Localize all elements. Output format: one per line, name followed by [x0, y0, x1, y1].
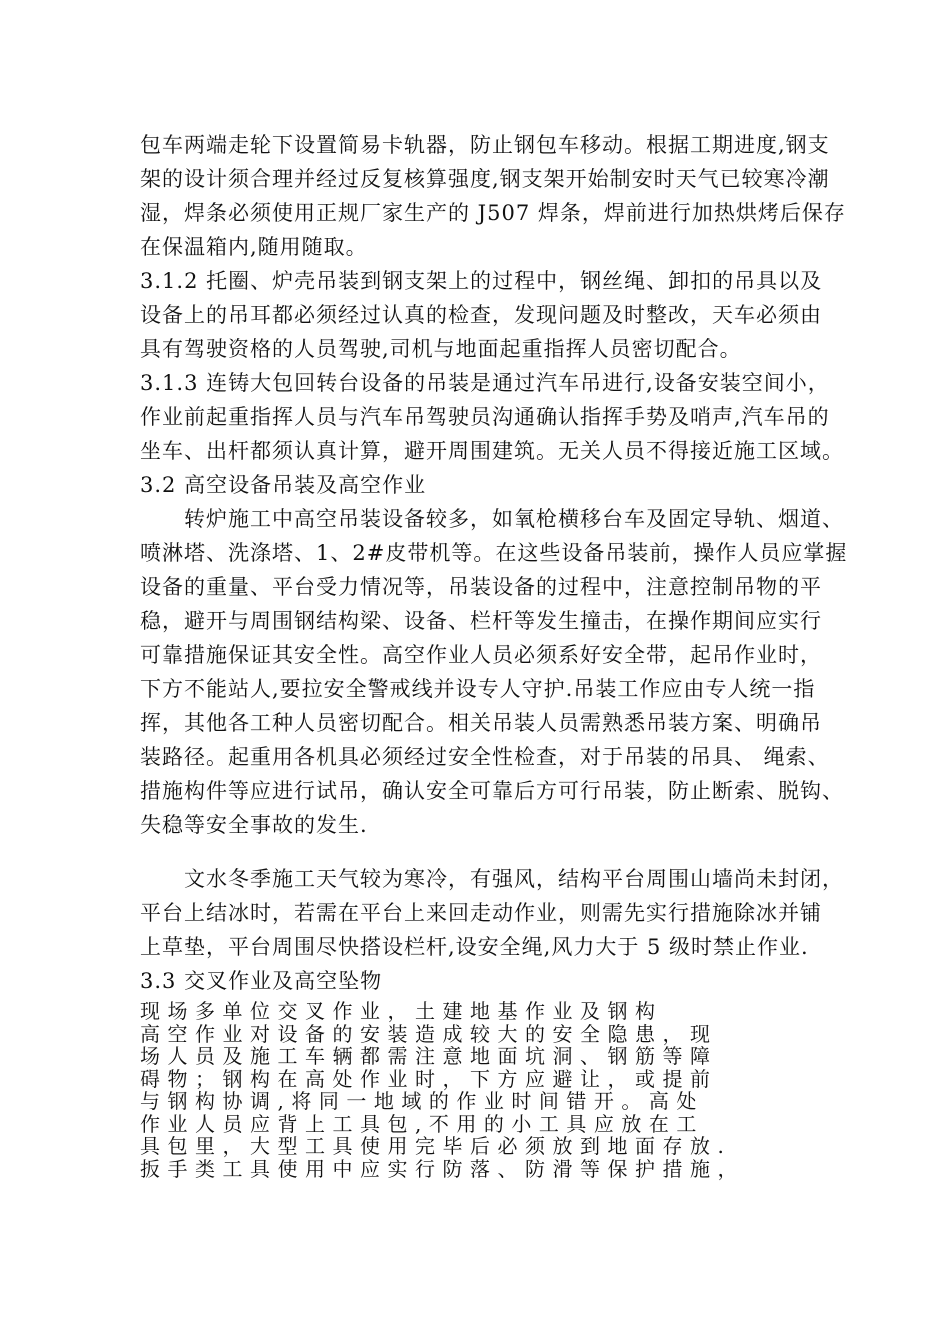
text-line: 具包里，大型工具使用完毕后必须放到地面存放.: [140, 1134, 732, 1158]
text-line: 装路径。起重用各机具必须经过安全性检查，对于吊装的吊具、 绳索、: [140, 745, 830, 769]
text-line: 在保温箱内,随用随取。: [140, 235, 368, 259]
paragraph-steel-support: [140, 128, 860, 264]
text-line: 下方不能站人,要拉安全警戒线并设专人守护.吊装工作应由专人统一指: [140, 677, 816, 701]
text-line: 与钢构协调,将同一地域的作业时间错开。高处: [140, 1089, 704, 1113]
text-line: 文水冬季施工天气较为寒冷，有强风，结构平台周围山墙尚未封闭，: [184, 867, 844, 891]
text-line: 高空作业对设备的安装造成较大的安全隐患，现: [140, 1021, 718, 1046]
text-line: 湿，焊条必须使用正规厂家生产的 J507 焊条，焊前进行加热烘烤后保存: [140, 201, 846, 225]
text-line: 失稳等安全事故的发生.: [140, 813, 368, 837]
paragraph-3-1-3: [140, 366, 860, 468]
section-heading: 3.3 交叉作业及高空坠物: [140, 969, 383, 993]
text-line: 现场多单位交叉作业，土建地基作业及钢构: [140, 999, 663, 1023]
text-line: 3.1.3 连铸大包回转台设备的吊装是通过汽车吊进行,设备安装空间小，: [140, 371, 830, 395]
text-line: 设备的重量、平台受力情况等，吊装设备的过程中，注意控制吊物的平: [140, 575, 822, 599]
text-line: 具有驾驶资格的人员驾驶,司机与地面起重指挥人员密切配合。: [140, 337, 742, 361]
text-line: 架的设计须合理并经过反复核算强度,钢支架开始制安时天气已较寒冷潮: [140, 167, 830, 191]
text-line: 上草垫，平台周围尽快搭设栏杆,设安全绳,风力大于 5 级时禁止作业.: [140, 935, 809, 959]
text-line: 措施构件等应进行试吊，确认安全可靠后方可行吊装，防止断索、脱钩、: [140, 779, 844, 803]
text-line: 喷淋塔、洗涤塔、1、2#皮带机等。在这些设备吊装前，操作人员应掌握: [140, 541, 848, 565]
text-line: 挥，其他各工种人员密切配合。相关吊装人员需熟悉吊装方案、明确吊: [140, 711, 822, 735]
text-line: 包车两端走轮下设置简易卡轨器，防止钢包车移动。根据工期进度,钢支: [140, 133, 830, 157]
text-line: 扳手类工具使用中应实行防落、防滑等保护措施，: [140, 1156, 745, 1181]
text-line: 设备上的吊耳都必须经过认真的检查，发现问题及时整改，天车必须由: [140, 303, 822, 327]
text-line: 作业人员应背上工具包,不用的小工具应放在工: [140, 1111, 704, 1136]
section-heading-3-2: [140, 468, 860, 502]
text-line: 碍物；钢构在高处作业时，下方应避让，或提前: [140, 1066, 718, 1091]
section-heading: 3.2 高空设备吊装及高空作业: [140, 473, 427, 497]
section-heading-3-3: [140, 964, 860, 998]
text-line: 平台上结冰时，若需在平台上来回走动作业，则需先实行措施除冰并铺: [140, 901, 822, 925]
text-line: 转炉施工中高空吊装设备较多，如氧枪横移台车及固定导轨、烟道、: [184, 507, 844, 531]
paragraph-cross-operation: [140, 1000, 860, 1180]
text-line: 可靠措施保证其安全性。高空作业人员必须系好安全带，起吊作业时，: [140, 643, 822, 667]
paragraph-3-1-2: [140, 264, 860, 366]
paragraph-winter-construction: [140, 862, 860, 964]
paragraph-high-altitude-lifting: [140, 502, 860, 842]
text-line: 作业前起重指挥人员与汽车吊驾驶员沟通确认指挥手势及哨声,汽车吊的: [140, 405, 830, 429]
text-line: 3.1.2 托圈、炉壳吊装到钢支架上的过程中，钢丝绳、卸扣的吊具以及: [140, 269, 823, 293]
text-line: 坐车、出杆都须认真计算，避开周围建筑。无关人员不得接近施工区域。: [140, 439, 844, 463]
text-line: 稳，避开与周围钢结构梁、设备、栏杆等发生撞击，在操作期间应实行: [140, 609, 822, 633]
text-line: 场人员及施工车辆都需注意地面坑洞、钢筋等障: [140, 1044, 718, 1068]
